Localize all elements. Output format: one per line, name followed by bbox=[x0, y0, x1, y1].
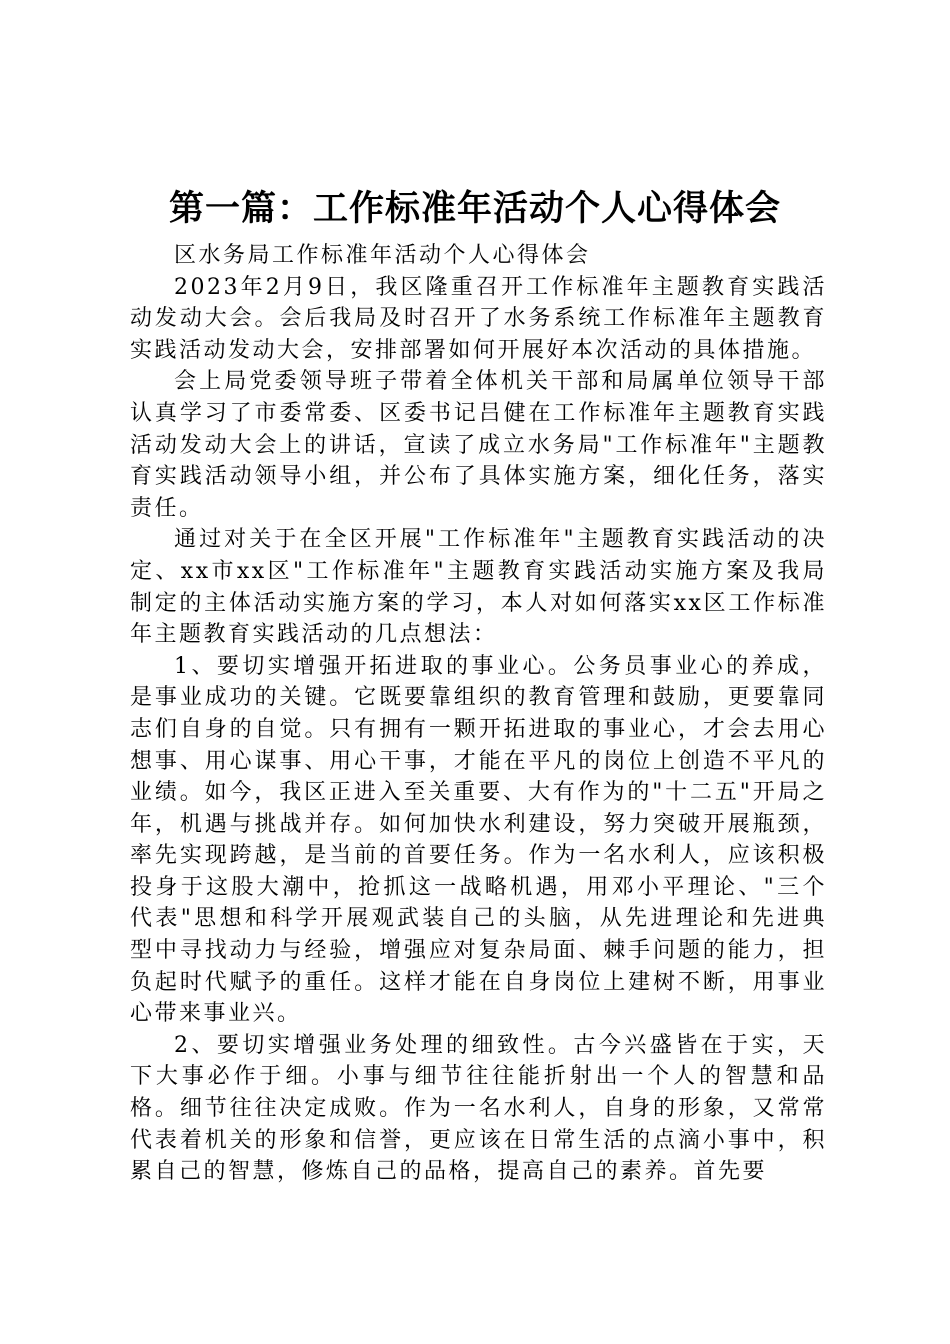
body-paragraph: 通过对关于在全区开展"工作标准年"主题教育实践活动的决定、xx市xx区"工作标准年"主题教育实践活动实施方案及我局制定的主体活动实施方案的学习，本人对如何落实xx区工作标准年主题教育实践活动的几点想法： bbox=[130, 527, 827, 648]
document-body bbox=[130, 240, 827, 1188]
document-title: 第一篇：工作标准年活动个人心得体会 bbox=[168, 189, 781, 229]
body-paragraph: 2、要切实增强业务处理的细致性。古今兴盛皆在于实，天下大事必作于细。小事与细节往往能折射出一个人的智慧和品格。细节往往决定成败。作为一名水利人，自身的形象，又常常代表着机关的形象和信誉，更应该在日常生活的点滴小事中，积累自己的智慧，修炼自己的品格，提高自己的素养。首先要 bbox=[130, 1032, 827, 1185]
body-paragraph: 1、要切实增强开拓进取的事业心。公务员事业心的养成，是事业成功的关键。它既要靠组织的教育管理和鼓励，更要靠同志们自身的自觉。只有拥有一颗开拓进取的事业心，才会去用心想事、用心谋事、用心干事，才能在平凡的岗位上创造不平凡的业绩。如今，我区正进入至关重要、大有作为的"十二五"开局之年，机遇与挑战并存。如何加快水利建设，努力突破开展瓶颈，率先实现跨越，是当前的首要任务。作为一名水利人，应该积极投身于这股大潮中，抢抓这一战略机遇，用邓小平理论、"三个代表"思想和科学开展观武装自己的头脑，从先进理论和先进典型中寻找动力与经验，增强应对复杂局面、棘手问题的能力，担负起时代赋予的重任。这样才能在自身岗位上建树不断，用事业心带来事业兴。 bbox=[130, 653, 827, 1027]
subtitle-paragraph: 区水务局工作标准年活动个人心得体会 bbox=[174, 243, 591, 268]
body-paragraph: 会上局党委领导班子带着全体机关干部和局属单位领导干部认真学习了市委常委、区委书记吕健在工作标准年主题教育实践活动发动大会上的讲话，宣读了成立水务局"工作标准年"主题教育实践活动领导小组，并公布了具体实施方案，细化任务，落实责任。 bbox=[130, 369, 827, 521]
body-paragraph: 2023年2月9日，我区隆重召开工作标准年主题教育实践活动发动大会。会后我局及时召开了水务系统工作标准年主题教育实践活动发动大会，安排部署如何开展好本次活动的具体措施。 bbox=[130, 274, 827, 363]
